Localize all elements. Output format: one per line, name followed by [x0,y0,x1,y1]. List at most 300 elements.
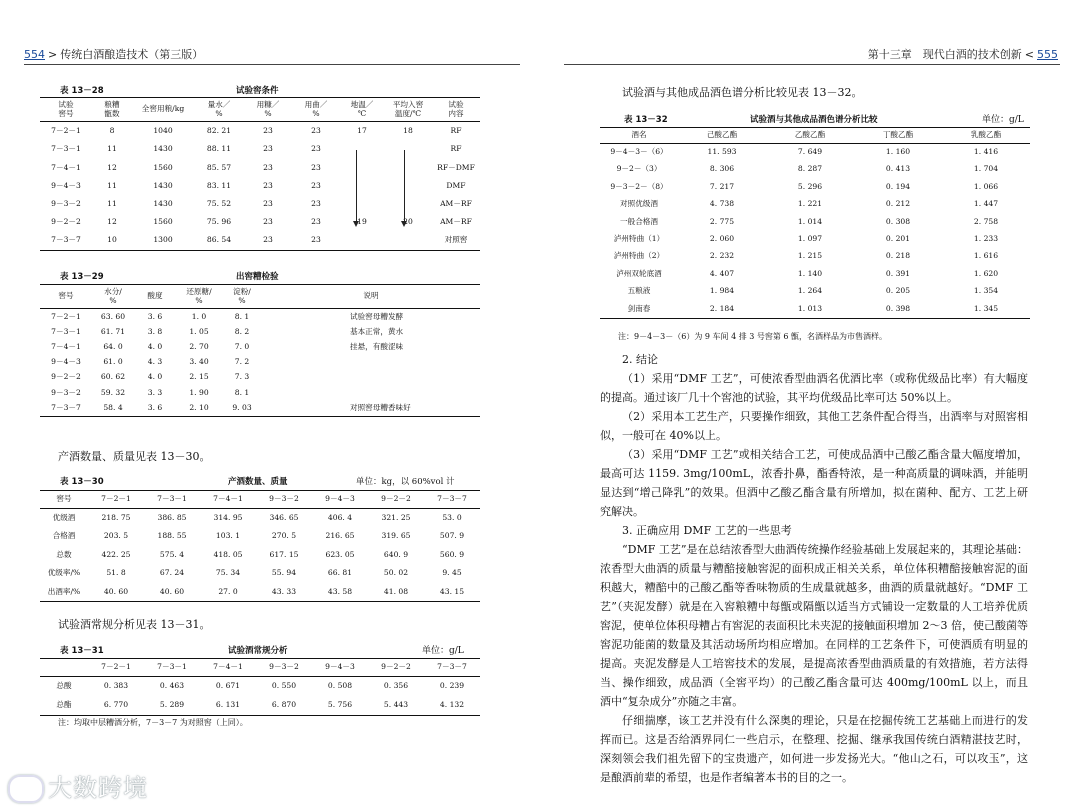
table-header-cell: 7－4－1 [213,662,243,671]
table-cell: 7－2－1 [51,126,81,136]
table-header-cell [134,285,176,309]
table-cell: 优级酒 [52,512,76,522]
table-cell: 58. 4 [103,402,123,412]
table-13-30-label: 表 13－30 [60,477,104,487]
table-cell: 59. 32 [100,387,126,397]
table-cell: 9－3－2－（8） [610,181,668,191]
table-cell: 0. 391 [885,268,911,278]
table-cell: 11 [107,180,117,190]
header-line: 还原糖/ [186,287,212,296]
table-row [600,248,1030,265]
table-row [600,265,1030,282]
table-cell: 7. 2 [234,357,250,367]
table-cell: 优级率/% [47,568,81,578]
table-header-cell: 乙酸乙酯 [794,130,826,139]
table-cell: 75. 96 [206,217,232,227]
table-header-cell: 7－4－1 [213,494,243,503]
table-cell [384,177,432,195]
table-cell: 203. 5 [103,531,129,541]
table-13-30-title: 产酒数量、质量 [228,477,288,487]
table-cell: 1. 221 [797,199,823,209]
table-header-cell: 窖号 [56,494,72,503]
table-header-cell: 酒名 [631,130,647,139]
table-cell: 1. 233 [973,234,999,243]
table-cell: 1. 447 [973,199,999,209]
arrow-down-icon [353,221,359,227]
table-cell: 对照窖母糟香味好 [350,402,411,412]
header-divider [24,64,520,65]
table-row [40,385,480,400]
table-header-cell: 9－2－2 [381,662,411,671]
header-line: 用糠／ [256,100,280,109]
table-header-cell: 9－3－2 [269,662,299,671]
table-cell: 9. 03 [232,402,252,412]
table-cell: 0. 398 [885,303,911,313]
table-row [600,213,1030,230]
table-cell: 41. 08 [383,586,409,596]
table-cell: 0. 218 [885,251,911,261]
table-13-32-note: 注：9－4－3－（6）为 9 车间 4 排 3 号窖第 6 甑，名酒样品为市售酒样。 [618,332,888,341]
table-cell: 总酸 [56,680,72,690]
table-cell: 23 [263,198,273,208]
header-line: % [264,108,272,118]
table-cell: 1430 [153,144,173,154]
table-cell: 1560 [153,162,173,172]
table-cell: 对照窖 [444,235,468,245]
lead-table-13-30: 产酒数量、质量见表 13－30。 [58,450,211,463]
table-cell: 3. 8 [147,326,163,336]
table-cell: 1430 [153,198,173,208]
table-header-cell [432,98,480,122]
table-cell [340,232,384,251]
table-cell: 50. 02 [383,568,409,578]
table-cell: DMF [446,180,466,190]
table-cell: 挂悬，有酸涩味 [350,342,404,352]
table-cell: 1. 160 [885,147,911,157]
header-line: % [238,295,246,305]
table-13-32 [600,127,1030,319]
table-cell: 5. 289 [159,699,185,709]
table-cell: 1. 0 [191,311,207,321]
table-cell: 0. 239 [439,680,465,690]
table-cell: 1. 620 [973,268,999,278]
table-header-cell [340,98,384,122]
table-row [40,141,480,159]
table-cell: 23 [263,180,273,190]
table-cell: 8. 1 [234,387,250,397]
conclusion-item-3: （3）采用“DMF 工艺”或相关结合工艺，可使成品酒中己酸乙酯含量大幅度增加，最高可达 1159. 3mg/100mL，浓香扑鼻，酯香特浓，是一种高质量的调味酒，并能明显达到“增己降乳”的效果。但酒中乙酸乙酯含量有所增加，拟在菌种、配方、工艺上研究解决。 [600,448,1028,518]
conclusion-heading: 2. 结论 [622,353,658,366]
table-cell: 1560 [153,217,173,227]
table-cell: RF [450,144,462,154]
table-cell: 五粮液 [627,286,651,296]
table-header-cell: 7－3－7 [437,662,467,671]
table-header-cell: 乳酸乙酯 [970,130,1002,139]
table-cell [340,195,384,213]
table-cell: 422. 25 [101,549,131,559]
table-cell: 试验窖母糟发酵 [350,311,404,321]
table-cell: 406. 4 [327,512,353,522]
table-cell: 1. 05 [189,326,209,336]
table-cell: 617. 15 [269,549,299,559]
header-line: 地温／ [350,100,374,109]
header-line: 窖号 [58,108,74,118]
table-cell: 1040 [153,126,173,136]
table-cell: 1. 416 [973,147,999,157]
header-line: 温度/℃ [394,108,422,118]
table-cell: 1. 354 [973,286,999,296]
table-cell: 3. 3 [147,387,163,397]
header-line: 窖号 [58,291,74,301]
table-cell: 23 [263,162,273,172]
header-line: 水分/ [104,287,122,296]
table-cell: 9－3－2 [51,198,81,208]
table-header-cell: 9－4－3 [325,494,355,503]
conclusion-item-1: （1）采用“DMF 工艺”，可使浓香型曲酒名优酒比率（或称优级品比率）有大幅度的提高。通过该厂几十个窖池的试验，其平均优级品比率可达 50%以上。 [600,372,1028,404]
table-cell: 4. 0 [147,372,163,382]
table-cell: 1. 140 [797,268,823,278]
table-cell: 5. 443 [383,699,409,709]
header-line: ℃ [357,108,367,118]
table-13-29 [40,284,480,417]
table-13-29-title: 出窖糟检验 [236,272,279,282]
table-cell: AM－RF [440,198,472,208]
table-cell: 0. 356 [383,680,409,690]
watermark [8,768,148,803]
table-row [40,564,480,583]
table-header-cell [292,98,340,122]
table-cell: 0. 413 [885,164,911,174]
table-cell: 泸州特曲（2） [613,251,665,261]
table-cell: 11 [107,198,117,208]
closing-paragraph: 仔细揣摩，该工艺并没有什么深奥的理论，只是在挖掘传统工艺基础上而进行的发挥而已。这是否给酒界同仁一些启示，在整理、挖掘、继承我国传统白酒精湛技艺时，深刻领会我们祖先留下的宝贵遗产，如何进一步发扬光大。“他山之石，可以攻玉”，这是酿酒前辈的希望，也是作者编著本书的目的之一。 [600,714,1028,784]
table-header-cell: 7－2－1 [101,494,131,503]
header-line: % [195,295,203,305]
table-row [40,213,480,231]
header-line: 用曲／ [304,100,328,109]
table-cell: 0. 508 [327,680,353,690]
table-cell: 4. 738 [709,199,735,209]
table-cell [262,355,480,370]
header-line: 甑数 [104,108,120,118]
table-cell: 6. 870 [271,699,297,709]
header-line: % [109,295,117,305]
table-row [40,676,480,696]
arrow-down-icon [401,221,407,227]
table-cell [340,177,384,195]
table-cell: 27. 0 [218,586,238,596]
table-cell: 9－2－（3） [616,164,662,174]
table-cell: 7－2－1 [51,311,81,321]
table-cell: 51. 8 [106,568,126,578]
table-header-cell [40,659,88,677]
table-cell: 5. 296 [797,181,823,191]
table-header-cell: 7－3－1 [157,662,187,671]
header-line: 粮糟 [104,100,120,109]
table-cell: 319. 65 [381,531,411,541]
table-cell: 23 [311,217,321,227]
table-cell: 7－3－1 [51,144,81,154]
header-line: 试验 [448,100,464,109]
table-cell [384,195,432,213]
table-13-31-unit: 单位：g/L [422,646,464,656]
table-header-cell: 7－3－7 [437,494,467,503]
table-cell: 88. 11 [206,144,232,154]
table-row [600,283,1030,300]
header-line: % [215,108,223,118]
table-row [40,122,480,141]
table-cell: 0. 201 [885,234,911,243]
table-13-32-label: 表 13－32 [624,115,668,125]
table-cell: 60. 62 [100,372,126,382]
arrow-left-icon: < [1024,48,1034,61]
table-cell: 43. 15 [439,586,465,596]
table-header-cell [262,285,480,309]
table-row [40,177,480,195]
table-cell: 23 [311,198,321,208]
table-row [40,546,480,565]
table-cell: 40. 60 [103,586,129,596]
table-cell: 泸州双轮底酒 [616,268,662,278]
table-cell: 总数 [56,549,72,559]
table-cell: 9. 45 [442,568,462,578]
table-cell: 3. 6 [147,311,163,321]
table-cell: 6. 770 [103,699,129,709]
table-cell: 8. 2 [234,326,250,336]
table-row [600,300,1030,318]
table-row [40,309,480,325]
table-cell: 63. 60 [100,311,126,321]
table-cell: 2. 232 [709,251,735,261]
table-cell: 7. 0 [234,342,250,352]
table-cell: 67. 24 [159,568,185,578]
table-row [600,179,1030,196]
header-line: 试验 [58,100,74,109]
table-cell: 1. 264 [797,286,823,296]
table-row [40,159,480,177]
table-cell: 9－3－2 [51,387,81,397]
table-13-32-unit: 单位：g/L [982,115,1024,125]
table-cell: RF－DMF [437,162,475,172]
table-13-32-title: 试验酒与其他成品酒色谱分析比较 [750,115,878,125]
header-line: 全窖用粮/kg [141,104,185,114]
table-cell: 9－2－2 [51,372,81,382]
table-cell: 0. 212 [885,199,911,209]
table-cell: 总酯 [56,699,72,709]
table-cell: 2. 10 [189,402,209,412]
table-cell: 0. 308 [885,216,911,226]
table-cell: 4. 132 [439,699,465,709]
table-13-28 [40,97,480,251]
table-cell: 2. 060 [709,234,735,243]
left-page-number[interactable]: 554 [24,48,45,61]
table-row [40,583,480,602]
table-cell: 出酒率/% [47,586,81,596]
table-header-cell: 己酸乙酯 [706,130,738,139]
table-header-cell [244,98,292,122]
table-cell: 216. 65 [325,531,355,541]
table-cell: 1. 984 [709,286,735,296]
table-header-cell: 7－2－1 [101,662,131,671]
table-cell: 5. 756 [327,699,353,709]
table-row [600,143,1030,161]
table-cell: 23 [263,235,273,245]
table-cell: 0. 194 [885,181,911,191]
conclusion-section [600,350,1028,787]
table-header-cell [40,98,92,122]
table-header-cell [132,98,194,122]
table-cell: 1. 014 [797,216,823,226]
table-13-31-title: 试验酒常规分析 [228,646,288,656]
lead-table-13-32: 试验酒与其他成品酒色谱分析比较见表 13－32。 [622,86,863,99]
table-row [600,231,1030,248]
table-cell: 1. 097 [797,234,823,243]
table-cell: 7－3－1 [51,326,81,336]
table-cell: 40. 60 [159,586,185,596]
table-cell [384,232,432,251]
table-cell: RF [450,126,462,136]
table-cell: 3. 6 [147,402,163,412]
table-row [40,508,480,527]
table-cell: 66. 81 [327,568,353,578]
table-cell: 623. 05 [325,549,355,559]
table-header-cell [194,98,244,122]
table-header-row [40,98,480,122]
table-cell: 1. 616 [973,251,999,261]
table-cell: 19 [357,217,367,227]
table-cell: 314. 95 [213,512,243,522]
table-cell: 9－4－3 [51,180,81,190]
table-cell: 基本正常，黄水 [350,326,404,336]
table-header-cell [384,98,432,122]
table-cell: 7. 3 [234,372,250,382]
lead-table-13-31: 试验酒常规分析见表 13－31。 [58,618,211,631]
table-cell: AM－RF [440,217,472,227]
table-cell: 61. 71 [100,326,126,336]
table-cell: 23 [263,217,273,227]
header-line: 淀粉/ [233,287,251,296]
table-header-cell [92,285,134,309]
table-row [40,370,480,385]
table-cell: 7－4－1 [51,162,81,172]
table-cell: 对照优级酒 [620,199,658,209]
table-cell: 640. 9 [383,549,409,559]
left-page-header [24,46,203,62]
book-title: 传统白酒酿造技术（第三版） [60,48,204,61]
table-cell: 61. 0 [103,357,123,367]
table-cell: 1300 [153,235,173,245]
table-cell [262,385,480,400]
table-header-cell: 9－3－2 [269,494,299,503]
table-13-31-note: 注：均取中层糟酒分析，7－3－7 为对照窖（上同）。 [58,718,248,727]
table-row [40,401,480,417]
table-cell: 85. 57 [206,162,232,172]
table-13-30 [40,490,480,602]
table-cell: 560. 9 [439,549,465,559]
table-cell: 1. 215 [797,251,823,261]
table-cell: 23 [311,126,321,136]
table-cell: 64. 0 [103,342,123,352]
table-13-30-unit: 单位：kg，以 60%vol 计 [356,477,455,487]
table-cell: 83. 11 [206,180,232,190]
table-cell: 4. 0 [147,342,163,352]
table-cell: 0. 550 [271,680,297,690]
table-13-29-label: 表 13－29 [60,272,104,282]
table-13-28-title: 试验窖条件 [236,86,279,96]
range-arrow-line [404,150,405,222]
table-cell: 17 [357,126,367,136]
table-cell [262,370,480,385]
table-cell: 9－2－2 [51,217,81,227]
table-cell [340,159,384,177]
table-13-31 [40,658,480,716]
table-cell: 11. 593 [707,147,737,157]
table-cell: 11 [107,144,117,154]
table-cell: 1. 013 [797,303,823,313]
table-cell: 1430 [153,180,173,190]
table-cell: 23 [311,162,321,172]
table-header-row [40,659,480,677]
table-cell: 2. 775 [709,216,735,226]
table-cell: 575. 4 [159,549,185,559]
table-cell: 12 [107,217,117,227]
table-cell: 2. 15 [189,372,209,382]
table-13-31-label: 表 13－31 [60,646,104,656]
table-cell: 6. 131 [215,699,241,709]
watermark-text: 大数跨境 [48,774,148,802]
table-cell: 8. 306 [709,164,735,174]
table-row [40,696,480,716]
watermark-logo-icon [8,775,44,803]
table-cell: 18 [403,126,413,136]
table-cell [340,141,384,159]
arrow-right-icon: > [48,48,58,61]
table-cell: 7－3－7 [51,235,81,245]
table-cell: 43. 58 [327,586,353,596]
table-cell: 270. 5 [271,531,297,541]
table-row [600,161,1030,178]
table-cell: 7. 649 [797,147,823,157]
header-line: 酸度 [147,291,163,301]
table-cell: 418. 05 [213,549,243,559]
table-cell [384,141,432,159]
table-header-cell: 丁酸乙酯 [882,130,914,139]
table-cell: 55. 94 [271,568,297,578]
table-cell: 20 [403,217,413,227]
table-cell: 188. 55 [157,531,187,541]
table-cell: 103. 1 [215,531,241,541]
table-header-cell: 9－4－3 [325,662,355,671]
table-header-cell: 7－3－1 [157,494,187,503]
table-row [40,325,480,340]
table-cell: 1. 704 [973,164,999,174]
table-cell: 3. 40 [189,357,209,367]
table-cell: 23 [263,144,273,154]
table-cell: 23 [263,126,273,136]
table-header-cell: 9－2－2 [381,494,411,503]
table-cell: 507. 9 [439,531,465,541]
header-line: 内容 [448,108,464,118]
table-cell: 218. 75 [101,512,131,522]
table-cell: 86. 54 [206,235,232,245]
right-page-number[interactable]: 555 [1037,48,1058,61]
table-cell: 386. 85 [157,512,187,522]
table-cell: 9－4－3 [51,357,81,367]
table-cell: 7－3－7 [51,402,81,412]
table-header-row [40,491,480,509]
table-cell [384,159,432,177]
table-cell: 泸州特曲（1） [613,234,665,243]
